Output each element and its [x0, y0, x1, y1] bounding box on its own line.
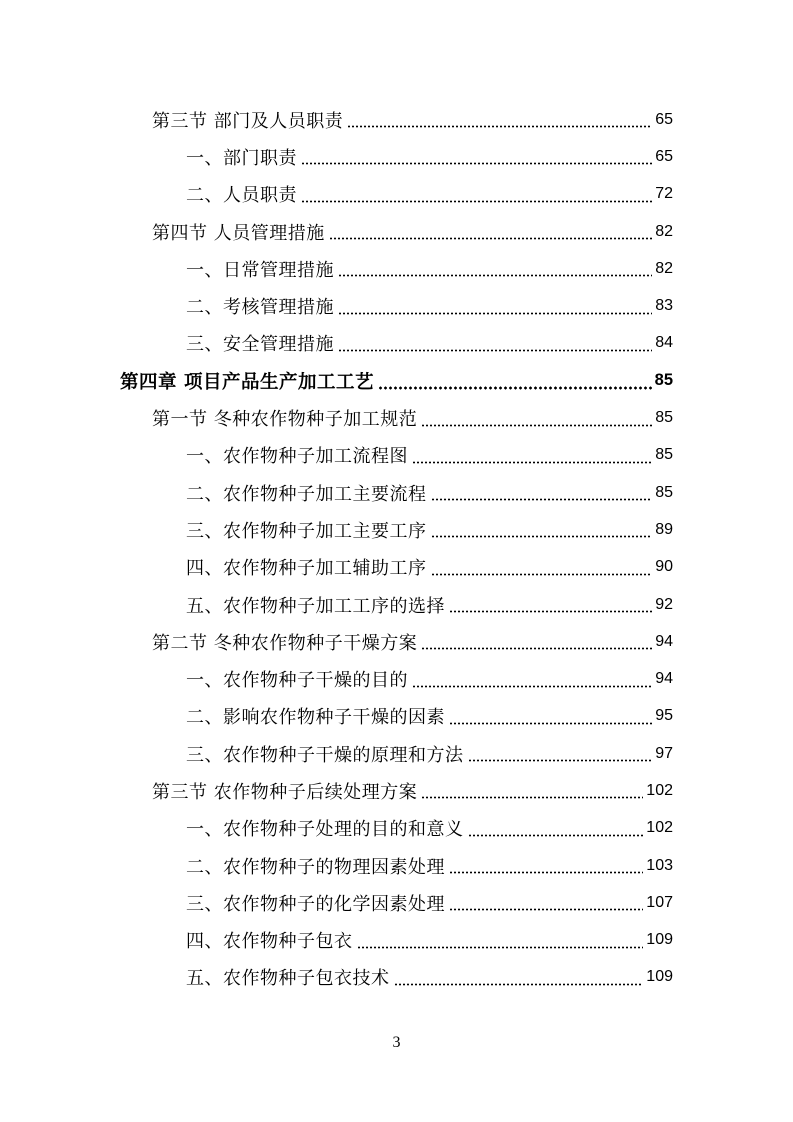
toc-dot-leader — [431, 573, 653, 576]
toc-dot-leader — [431, 535, 653, 538]
toc-entry-page: 97 — [655, 744, 673, 762]
toc-entry-page: 107 — [646, 893, 673, 911]
toc-dot-leader — [412, 685, 652, 688]
toc-dot-leader — [301, 200, 652, 203]
toc-dot-leader — [338, 312, 652, 315]
page-number: 3 — [392, 1034, 401, 1051]
table-of-contents — [0, 101, 793, 996]
toc-entry-title: 二、农作物种子加工主要流程 — [186, 483, 427, 505]
toc-dot-leader — [338, 349, 652, 352]
toc-entry-item[interactable] — [0, 250, 793, 287]
toc-dot-leader — [421, 424, 652, 427]
toc-dot-leader — [357, 946, 644, 949]
toc-entry-chapter[interactable] — [0, 362, 793, 399]
toc-entry-title: 五、农作物种子包衣技术 — [186, 968, 390, 990]
toc-entry-title: 第三节 农作物种子后续处理方案 — [152, 781, 418, 803]
toc-entry-title: 三、农作物种子的化学因素处理 — [186, 893, 445, 915]
toc-entry-item[interactable] — [0, 810, 793, 847]
toc-entry-section[interactable] — [0, 399, 793, 436]
toc-dot-leader — [329, 237, 652, 240]
toc-entry-title: 第三节 部门及人员职责 — [152, 110, 344, 132]
toc-entry-item[interactable] — [0, 138, 793, 175]
toc-entry-page: 94 — [655, 670, 673, 688]
toc-entry-page: 82 — [655, 222, 673, 240]
toc-entry-item[interactable] — [0, 847, 793, 884]
toc-entry-item[interactable] — [0, 474, 793, 511]
toc-dot-leader — [431, 498, 653, 501]
toc-entry-page: 65 — [655, 147, 673, 165]
toc-entry-page: 84 — [655, 334, 673, 352]
toc-entry-title: 一、农作物种子加工流程图 — [186, 446, 408, 468]
toc-entry-page: 90 — [655, 558, 673, 576]
toc-dot-leader — [449, 908, 643, 911]
toc-entry-page: 85 — [654, 371, 673, 390]
toc-entry-section[interactable] — [0, 213, 793, 250]
toc-dot-leader — [412, 461, 652, 464]
toc-entry-page: 65 — [655, 110, 673, 128]
toc-entry-page: 103 — [646, 856, 673, 874]
toc-entry-item[interactable] — [0, 660, 793, 697]
toc-dot-leader — [468, 834, 644, 837]
toc-entry-title: 二、影响农作物种子干燥的因素 — [186, 707, 445, 729]
toc-entry-item[interactable] — [0, 884, 793, 921]
toc-entry-page: 85 — [655, 409, 673, 427]
toc-entry-page: 109 — [646, 931, 673, 949]
toc-entry-page: 85 — [655, 483, 673, 501]
toc-dot-leader — [468, 759, 653, 762]
toc-entry-page: 109 — [646, 968, 673, 986]
toc-entry-item[interactable] — [0, 698, 793, 735]
toc-entry-item[interactable] — [0, 735, 793, 772]
toc-entry-item[interactable] — [0, 922, 793, 959]
toc-entry-title: 一、日常管理措施 — [186, 259, 334, 281]
toc-entry-page: 89 — [655, 520, 673, 538]
toc-entry-title: 四、农作物种子加工辅助工序 — [186, 558, 427, 580]
toc-entry-section[interactable] — [0, 623, 793, 660]
toc-dot-leader — [378, 386, 652, 390]
toc-entry-title: 第二节 冬种农作物种子干燥方案 — [152, 632, 418, 654]
toc-entry-item[interactable] — [0, 176, 793, 213]
toc-entry-item[interactable] — [0, 325, 793, 362]
toc-entry-title: 一、部门职责 — [186, 147, 297, 169]
toc-entry-title: 第四章 项目产品生产加工工艺 — [120, 371, 374, 393]
toc-entry-title: 三、农作物种子加工主要工序 — [186, 520, 427, 542]
toc-dot-leader — [338, 274, 652, 277]
toc-dot-leader — [449, 722, 652, 725]
toc-entry-page: 85 — [655, 446, 673, 464]
toc-dot-leader — [421, 647, 652, 650]
toc-entry-title: 四、农作物种子包衣 — [186, 931, 353, 953]
toc-entry-item[interactable] — [0, 959, 793, 996]
toc-entry-page: 95 — [655, 707, 673, 725]
toc-entry-title: 三、安全管理措施 — [186, 334, 334, 356]
toc-entry-item[interactable] — [0, 437, 793, 474]
toc-entry-title: 二、人员职责 — [186, 185, 297, 207]
toc-entry-page: 102 — [646, 819, 673, 837]
toc-entry-title: 第四节 人员管理措施 — [152, 222, 325, 244]
toc-entry-section[interactable] — [0, 772, 793, 809]
toc-entry-page: 72 — [655, 185, 673, 203]
toc-entry-title: 三、农作物种子干燥的原理和方法 — [186, 744, 464, 766]
toc-list — [0, 101, 793, 996]
toc-entry-title: 一、农作物种子干燥的目的 — [186, 670, 408, 692]
toc-dot-leader — [449, 610, 652, 613]
toc-entry-page: 83 — [655, 297, 673, 315]
toc-entry-title: 一、农作物种子处理的目的和意义 — [186, 819, 464, 841]
toc-entry-page: 94 — [655, 632, 673, 650]
toc-dot-leader — [394, 983, 644, 986]
toc-entry-page: 92 — [655, 595, 673, 613]
toc-entry-section[interactable] — [0, 101, 793, 138]
toc-entry-page: 102 — [646, 781, 673, 799]
toc-entry-page: 82 — [655, 259, 673, 277]
toc-entry-item[interactable] — [0, 511, 793, 548]
toc-entry-item[interactable] — [0, 549, 793, 586]
toc-entry-title: 二、农作物种子的物理因素处理 — [186, 856, 445, 878]
toc-entry-title: 五、农作物种子加工工序的选择 — [186, 595, 445, 617]
toc-dot-leader — [421, 796, 643, 799]
toc-dot-leader — [301, 162, 652, 165]
toc-entry-item[interactable] — [0, 586, 793, 623]
toc-entry-title: 二、考核管理措施 — [186, 297, 334, 319]
toc-dot-leader — [347, 125, 652, 128]
toc-dot-leader — [449, 871, 643, 874]
toc-entry-title: 第一节 冬种农作物种子加工规范 — [152, 409, 418, 431]
toc-entry-item[interactable] — [0, 287, 793, 324]
